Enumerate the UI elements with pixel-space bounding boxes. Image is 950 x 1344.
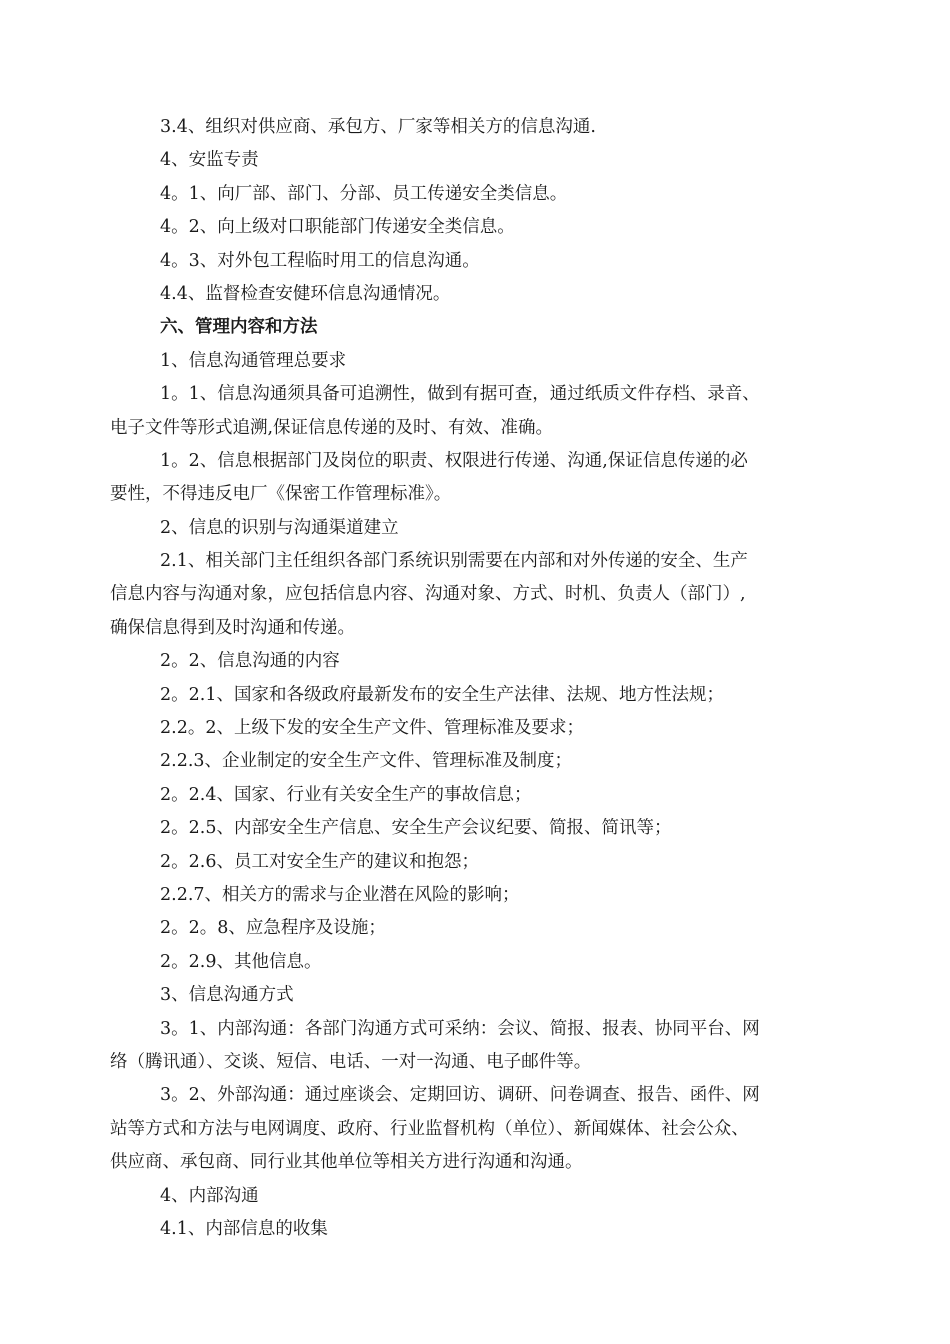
text-line: 3、信息沟通方式 <box>160 985 294 1006</box>
text-line: 2。2.6、员工对安全生产的建议和抱怨； <box>160 851 479 872</box>
section-heading: 六、管理内容和方法 <box>160 317 318 338</box>
text-line: 2.2。2、上级下发的安全生产文件、管理标准及要求； <box>160 718 584 739</box>
text-line: 2。2。8、应急程序及设施； <box>160 918 386 939</box>
text-line: 2。2.4、国家、行业有关安全生产的事故信息； <box>160 784 532 805</box>
text-line: 4.4、监督检查安健环信息沟通情况。 <box>160 283 451 304</box>
text-line: 2。2.9、其他信息。 <box>160 951 322 972</box>
text-line: 2。2.5、内部安全生产信息、安全生产会议纪要、简报、简讯等； <box>160 818 672 839</box>
text-line: 信息内容与沟通对象，应包括信息内容、沟通对象、方式、时机、负责人（部门）, <box>110 584 746 605</box>
text-line: 3。1、内部沟通：各部门沟通方式可采纳：会议、简报、报表、协同平台、网 <box>160 1018 760 1039</box>
text-line: 4。1、向厂部、部门、分部、员工传递安全类信息。 <box>160 183 568 204</box>
text-line: 站等方式和方法与电网调度、政府、行业监督机构（单位）、新闻媒体、社会公众、 <box>110 1118 749 1139</box>
document-page <box>110 111 838 1246</box>
text-line: 1。2、信息根据部门及岗位的职责、权限进行传递、沟通,保证信息传递的必 <box>160 450 748 471</box>
text-line: 2.1、相关部门主任组织各部门系统识别需要在内部和对外传递的安全、生产 <box>160 551 748 572</box>
text-line: 要性，不得违反电厂《保密工作管理标准》。 <box>110 484 452 505</box>
text-line: 2.2.3、企业制定的安全生产文件、管理标准及制度； <box>160 751 573 772</box>
text-line: 络（腾讯通）、交谈、短信、电话、一对一沟通、电子邮件等。 <box>110 1051 592 1072</box>
text-line: 供应商、承包商、同行业其他单位等相关方进行沟通和沟通。 <box>110 1152 583 1173</box>
text-line: 4。2、向上级对口职能部门传递安全类信息。 <box>160 217 515 238</box>
text-line: 1、信息沟通管理总要求 <box>160 350 347 371</box>
text-line: 4.1、内部信息的收集 <box>160 1218 328 1239</box>
text-line: 4、安监专责 <box>160 150 259 171</box>
text-line: 4。3、对外包工程临时用工的信息沟通。 <box>160 250 480 271</box>
text-line: 电子文件等形式追溯,保证信息传递的及时、有效、准确。 <box>110 417 554 438</box>
text-line: 1。1、信息沟通须具备可追溯性，做到有据可查，通过纸质文件存档、录音、 <box>160 384 760 405</box>
text-line: 2。2、信息沟通的内容 <box>160 651 340 672</box>
text-line: 2.2.7、相关方的需求与企业潜在风险的影响； <box>160 884 520 905</box>
text-line: 3.4、组织对供应商、承包方、厂家等相关方的信息沟通. <box>160 117 596 137</box>
text-line: 确保信息得到及时沟通和传递。 <box>110 617 355 638</box>
text-line: 3。2、外部沟通：通过座谈会、定期回访、调研、问卷调查、报告、函件、网 <box>160 1085 760 1106</box>
text-line: 2。2.1、国家和各级政府最新发布的安全生产法律、法规、地方性法规； <box>160 684 724 705</box>
text-line: 4、内部沟通 <box>160 1185 259 1206</box>
text-line: 2、信息的识别与沟通渠道建立 <box>160 517 399 538</box>
